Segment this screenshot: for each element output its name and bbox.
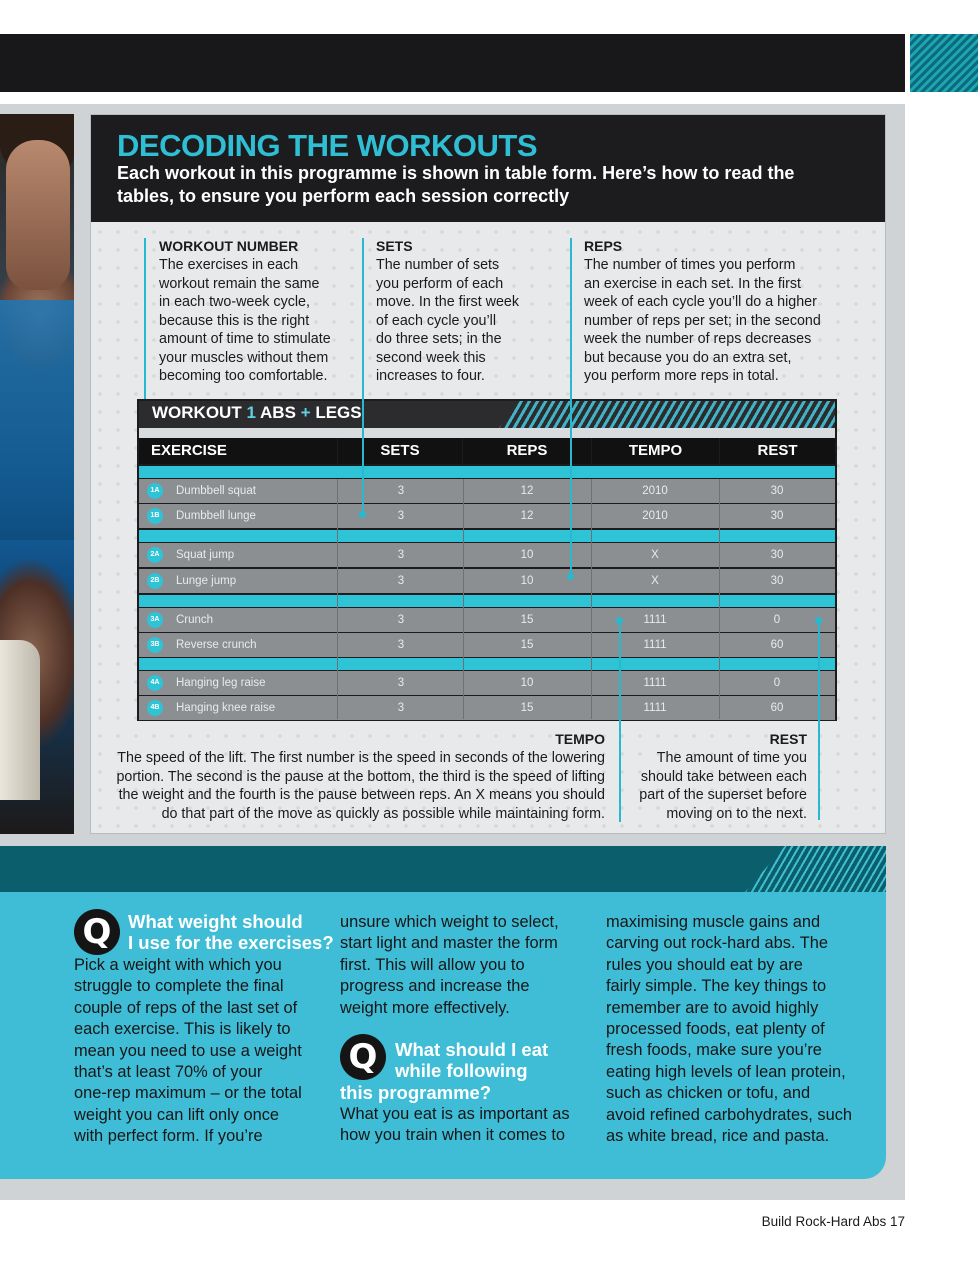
tempo-value: 1111 xyxy=(643,677,667,689)
exercise-name: Hanging leg raise xyxy=(176,677,266,689)
header-reps: REPS xyxy=(463,438,591,464)
tempo-heading: TEMPO xyxy=(555,731,605,747)
reps-value: 15 xyxy=(520,639,534,651)
rest-value: 60 xyxy=(770,639,784,651)
sets-value: 3 xyxy=(397,614,405,626)
rest-leader-dot xyxy=(815,617,822,624)
header-tempo: TEMPO xyxy=(592,438,719,464)
tempo-leader-line xyxy=(619,620,621,822)
sets-value: 3 xyxy=(397,677,405,689)
workout-table-title: WORKOUT 1 ABS + LEGS xyxy=(152,403,362,422)
rest-value: 30 xyxy=(770,549,784,561)
tempo-value: 1111 xyxy=(643,639,667,651)
rest-value: 30 xyxy=(770,485,784,497)
tempo-value: 2010 xyxy=(642,510,668,522)
top-corner-tab xyxy=(910,34,978,92)
rest-value: 30 xyxy=(770,575,784,587)
exercise-name: Dumbbell lunge xyxy=(176,510,256,522)
sets-value: 3 xyxy=(397,510,405,522)
top-banner xyxy=(0,34,905,92)
rest-value: 60 xyxy=(770,702,784,714)
rest-value: 0 xyxy=(773,677,781,689)
tempo-text: The speed of the lift. The first number is the speed in seconds of the lowering portion. The second is the pause at the bottom, the third is the speed of lifting the weight and the fourth is the pause between reps. An X means you should do that part of the move as quickly as possible while maintaining form. xyxy=(116,750,605,822)
rest-text: The amount of time you should take between each part of the superset before moving on to the next. xyxy=(639,750,807,822)
reps-value: 10 xyxy=(520,575,534,587)
table-row xyxy=(139,479,835,503)
reps-value: 15 xyxy=(520,702,534,714)
superset-badge: 1A xyxy=(147,483,163,499)
table-header-gap xyxy=(139,428,835,438)
superset-badge: 2A xyxy=(147,547,163,563)
reps-value: 10 xyxy=(520,549,534,561)
header-exercise: EXERCISE xyxy=(139,438,337,464)
table-row xyxy=(139,504,835,528)
reps-leader-dot xyxy=(567,573,574,580)
sets-value: 3 xyxy=(397,549,405,561)
table-row xyxy=(139,569,835,593)
sets-heading: SETS xyxy=(376,238,413,254)
workout-number-heading: WORKOUT NUMBER xyxy=(159,238,299,254)
superset-band xyxy=(139,658,835,670)
superset-badge: 4A xyxy=(147,675,163,691)
reps-value: 15 xyxy=(520,614,534,626)
table-row xyxy=(139,608,835,632)
reps-value: 12 xyxy=(520,510,534,522)
exercise-name: Lunge jump xyxy=(176,575,237,587)
rest-heading: REST xyxy=(769,731,807,747)
answer-2-column-2: What you eat is as important as how you train when it comes to xyxy=(340,1105,570,1145)
superset-band xyxy=(139,466,835,478)
header-sets: SETS xyxy=(338,438,462,464)
athlete-photo-face xyxy=(6,140,70,290)
column-separator xyxy=(337,479,338,719)
tempo-value: 2010 xyxy=(642,485,668,497)
rest-value: 30 xyxy=(770,510,784,522)
sets-leader-dot xyxy=(359,511,366,518)
athlete-photo-towel xyxy=(0,640,40,800)
column-separator xyxy=(719,479,720,719)
tempo-value: 1111 xyxy=(643,614,667,626)
column-separator xyxy=(463,479,464,719)
question-badge: Q xyxy=(340,1034,386,1080)
workout-number-leader-line xyxy=(144,238,146,410)
sets-value: 3 xyxy=(397,702,405,714)
reps-heading: REPS xyxy=(584,238,623,254)
panel-title: DECODING THE WORKOUTS xyxy=(117,128,538,163)
header-rest: REST xyxy=(720,438,835,464)
exercise-name: Hanging knee raise xyxy=(176,702,276,714)
question-badge: Q xyxy=(74,909,120,955)
superset-band xyxy=(139,595,835,607)
workout-number-text: The exercises in each workout remain the same in each two-week cycle, because this is the right amount of time to stimulate your muscles without them becoming too comfortable. xyxy=(159,257,331,384)
reps-leader-line xyxy=(570,238,572,576)
question-2-heading: What should I eat while following xyxy=(395,1039,549,1081)
title-bar-stripes xyxy=(499,401,835,428)
exercise-name: Crunch xyxy=(176,614,214,626)
tempo-leader-dot xyxy=(616,617,623,624)
superset-badge: 3B xyxy=(147,637,163,653)
table-row xyxy=(139,696,835,720)
exercise-name: Reverse crunch xyxy=(176,639,257,651)
exercise-name: Dumbbell squat xyxy=(176,485,256,497)
answer-2-column-3: maximising muscle gains and carving out rock-hard abs. The rules you should eat by are fairly simple. The key things to remember are to avoid highly processed foods, eat plenty of fresh foods, make sure you’re eating high levels of lean protein, such as chicken or tofu, and avoid refined carbohydrates, such as white bread, rice and pasta. xyxy=(606,913,853,1146)
answer-1-column-2: unsure which weight to select, start light and master the form first. This will allow you to progress and increase the weight more effectively. xyxy=(340,913,559,1017)
reps-text: The number of times you perform an exercise in each set. In the first week of each cycle you’ll do a higher number of reps per set; in the second week the number of reps decreases but because you do an extra set, you perform more reps in total. xyxy=(584,257,821,384)
reps-value: 10 xyxy=(520,677,534,689)
sets-leader-line xyxy=(362,238,364,514)
superset-badge: 4B xyxy=(147,700,163,716)
superset-badge: 3A xyxy=(147,612,163,628)
question-1-heading: What weight should I use for the exercises? xyxy=(128,911,334,953)
tempo-value: X xyxy=(651,549,659,561)
superset-badge: 2B xyxy=(147,573,163,589)
sets-value: 3 xyxy=(397,639,405,651)
question-2-heading-continued: this programme? xyxy=(340,1082,492,1103)
tempo-value: 1111 xyxy=(643,702,667,714)
sets-value: 3 xyxy=(397,485,405,497)
reps-value: 12 xyxy=(520,485,534,497)
table-row xyxy=(139,543,835,567)
superset-badge: 1B xyxy=(147,508,163,524)
table-row xyxy=(139,671,835,695)
rest-value: 0 xyxy=(773,614,781,626)
sets-value: 3 xyxy=(397,575,405,587)
panel-subtitle: Each workout in this programme is shown in table form. Here’s how to read the tables, to ensure you perform each session correctly xyxy=(117,163,795,206)
answer-1-column-1: Pick a weight with which you struggle to complete the final couple of reps of the last set of each exercise. This is likely to mean you need to use a weight that’s at least 70% of your one-rep maximum – or the total weight you can lift only once with perfect form. If you’re xyxy=(74,956,302,1146)
sets-text: The number of sets you perform of each move. In the first week of each cycle you’ll do three sets; in the second week this increases to four. xyxy=(376,257,520,384)
superset-band xyxy=(139,530,835,542)
exercise-name: Squat jump xyxy=(176,549,235,561)
column-separator xyxy=(591,479,592,719)
table-row xyxy=(139,633,835,657)
tempo-value: X xyxy=(651,575,659,587)
rest-leader-line xyxy=(818,620,820,820)
athlete-photo-shirt xyxy=(0,300,74,540)
page-folio: Build Rock-Hard Abs 17 xyxy=(761,1214,905,1229)
